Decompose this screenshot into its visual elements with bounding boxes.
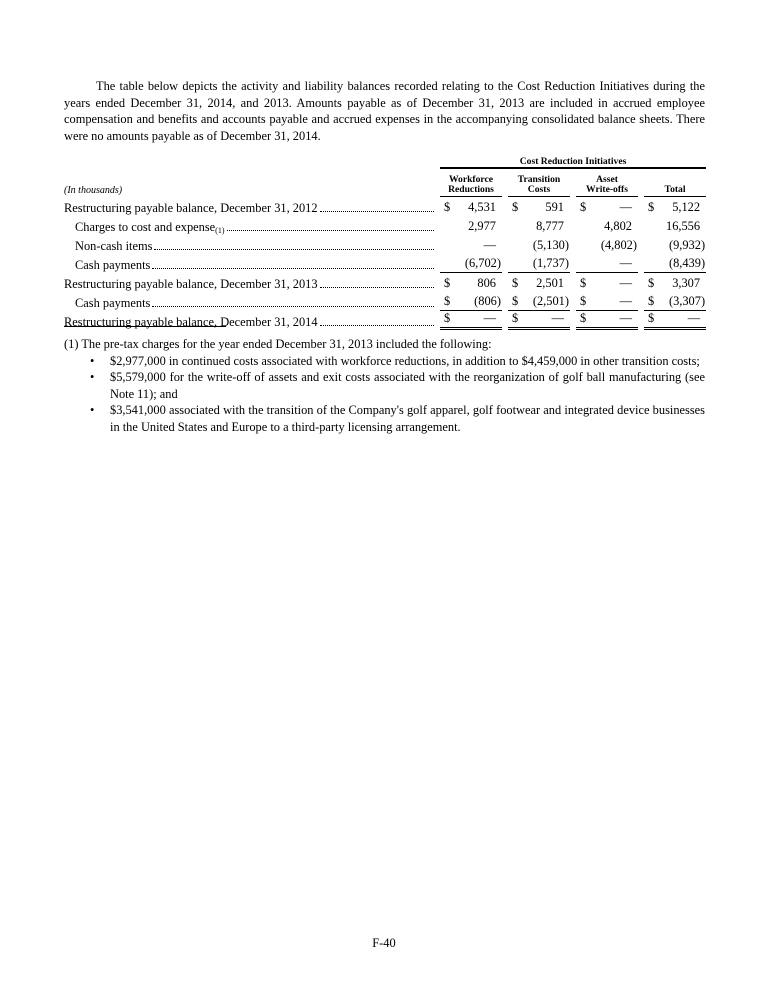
- dollar-sign: $: [580, 294, 587, 308]
- table-cell: [576, 254, 638, 273]
- cell-value: (5,130): [532, 238, 569, 252]
- cell-value: (8,439): [668, 256, 706, 270]
- table-cell: [440, 254, 502, 273]
- column-header: [644, 169, 706, 197]
- table-cell: [576, 197, 638, 216]
- dollar-sign: $: [580, 200, 587, 214]
- table-cell: [644, 197, 706, 216]
- row-label-cell: [64, 254, 434, 273]
- dollar-sign: $: [648, 276, 655, 290]
- cell-value: 5,122: [672, 200, 701, 214]
- cell-value: (4,802): [600, 238, 637, 252]
- table-cell: [508, 292, 570, 311]
- cell-value: —: [619, 256, 632, 270]
- row-label: Cash payments: [75, 258, 151, 272]
- table-cell: [508, 273, 570, 292]
- table-cell: [440, 235, 502, 254]
- cell-value: —: [619, 200, 632, 214]
- dollar-sign: $: [648, 200, 655, 214]
- cell-value: —: [483, 311, 496, 325]
- row-label-cell: [64, 273, 434, 292]
- table-cell: [576, 311, 638, 330]
- group-header: Cost Reduction Initiatives: [440, 150, 706, 169]
- dollar-sign: $: [512, 276, 519, 290]
- cell-value: —: [619, 311, 632, 325]
- bullet-icon: •: [90, 403, 95, 418]
- row-label-cell: [64, 235, 434, 254]
- cell-value: (1,737): [532, 256, 569, 270]
- column-header-box: [576, 175, 638, 197]
- column-header: [508, 169, 570, 197]
- table-cell: [576, 216, 638, 235]
- column-header-line1: Transition: [517, 174, 561, 185]
- dollar-sign: $: [444, 294, 451, 308]
- page-number: F-40: [372, 936, 396, 950]
- bullet-icon: •: [90, 353, 95, 368]
- table-cell: [644, 216, 706, 235]
- table-row: [64, 235, 706, 254]
- table-cell: [644, 273, 706, 292]
- table-row: [64, 273, 706, 292]
- footnote-bullet-item: [90, 402, 705, 435]
- table-row: [64, 216, 706, 235]
- bullet-text: $2,977,000 in continued costs associated with workforce reductions, in addition to $4,459,000 in other transition costs;: [110, 353, 700, 368]
- dollar-sign: $: [648, 294, 655, 308]
- dot-leader: [152, 268, 434, 269]
- dollar-sign: $: [444, 311, 451, 325]
- dollar-sign: $: [648, 311, 655, 325]
- table-cell: [508, 197, 570, 216]
- table-cell: [644, 311, 706, 330]
- cell-value: 591: [545, 200, 564, 214]
- bullet-icon: •: [90, 370, 95, 385]
- bullet-text: $5,579,000 for the write-off of assets and exit costs associated with the reorganization of golf ball manufacturing (see Note 11); and: [110, 370, 705, 401]
- table-cell: [508, 254, 570, 273]
- table-cell: [440, 311, 502, 330]
- column-header-line2: Total: [664, 184, 686, 195]
- units-label: (In thousands): [64, 185, 123, 196]
- cell-value: (9,932): [668, 238, 706, 252]
- table-cell: [440, 273, 502, 292]
- column-header: [440, 169, 502, 197]
- column-header-box: [508, 175, 570, 197]
- dot-leader: [154, 249, 434, 250]
- footnote-bullet-item: [90, 353, 705, 370]
- dot-leader: [320, 211, 434, 212]
- table-cell: [440, 197, 502, 216]
- cell-value: (3,307): [668, 294, 706, 308]
- cell-value: —: [551, 311, 564, 325]
- cell-value: 8,777: [536, 219, 564, 233]
- table-cell: [576, 235, 638, 254]
- cell-value: —: [483, 238, 496, 252]
- row-label-cell: [64, 197, 434, 216]
- dollar-sign: $: [580, 276, 587, 290]
- column-header-line1: Workforce: [448, 174, 494, 185]
- table-row: [64, 311, 706, 330]
- footnote-ref: (1): [215, 226, 225, 235]
- row-label: Restructuring payable balance, December 31, 2014: [64, 315, 318, 329]
- dot-leader: [227, 230, 435, 231]
- column-header-line2: Write-offs: [586, 184, 628, 195]
- row-label: Charges to cost and expense: [75, 220, 216, 234]
- table-cell: [508, 216, 570, 235]
- table-cell: [508, 235, 570, 254]
- column-header-box: [644, 175, 706, 197]
- column-header-box: [440, 175, 502, 197]
- dollar-sign: $: [512, 311, 519, 325]
- table-row: [64, 292, 706, 311]
- dollar-sign: $: [444, 200, 451, 214]
- row-label: Restructuring payable balance, December 31, 2012: [64, 201, 318, 215]
- table-row: [64, 254, 706, 273]
- column-header-line2: Reductions: [448, 184, 494, 195]
- table-cell: [576, 273, 638, 292]
- cost-reduction-table: [64, 150, 706, 330]
- dollar-sign: $: [512, 294, 519, 308]
- row-label: Cash payments: [75, 296, 151, 310]
- column-header-line2: Costs: [527, 184, 551, 195]
- cell-value: (806): [474, 294, 501, 308]
- footnote-bullet-item: [90, 369, 705, 402]
- table-cell: [440, 292, 502, 311]
- cell-value: 2,977: [468, 219, 496, 233]
- intro-paragraph: The table below depicts the activity and liability balances recorded relating to the Cost Reduction Initiatives during the years ended December 31, 2014, and 2013. Amounts payable as of December 31, 2013 are included in accrued employee compensation and benefits and accounts payable and accrued expenses in the accompanying consolidated balance sheets. There were no amounts payable as of December 31, 2014.: [64, 79, 705, 143]
- table-cell: [508, 311, 570, 330]
- dollar-sign: $: [444, 276, 451, 290]
- row-label: Restructuring payable balance, December 31, 2013: [64, 277, 318, 291]
- bullet-text: $3,541,000 associated with the transition of the Company's golf apparel, golf footwear and integrated device businesses in the United States and Europe to a third-party licensing arrangement.: [110, 403, 705, 434]
- table-cell: [644, 235, 706, 254]
- footnote: [64, 336, 705, 436]
- dot-leader: [320, 325, 434, 326]
- dot-leader: [320, 287, 434, 288]
- cell-value: —: [619, 294, 632, 308]
- table-cell: [576, 292, 638, 311]
- cell-value: (6,702): [464, 256, 501, 270]
- table-cell: [644, 254, 706, 273]
- row-label-cell: [64, 216, 434, 235]
- dollar-sign: $: [580, 311, 587, 325]
- cell-value: 806: [477, 276, 496, 290]
- footnote-text: (1) The pre-tax charges for the year ended December 31, 2013 included the following:: [64, 337, 492, 351]
- column-header-line1: Asset: [596, 174, 618, 185]
- cell-value: (2,501): [532, 294, 569, 308]
- cell-value: 4,802: [604, 219, 632, 233]
- cell-value: 4,531: [468, 200, 496, 214]
- table-row: [64, 197, 706, 216]
- dot-leader: [152, 306, 434, 307]
- row-label: Non-cash items: [75, 239, 153, 253]
- row-label-cell: [64, 292, 434, 311]
- dollar-sign: $: [512, 200, 519, 214]
- cell-value: 2,501: [536, 276, 564, 290]
- cell-value: 3,307: [672, 276, 701, 290]
- cell-value: —: [687, 311, 701, 325]
- column-header: [576, 169, 638, 197]
- cell-value: 16,556: [666, 219, 701, 233]
- footnote-rule: [64, 326, 226, 327]
- cell-value: —: [619, 276, 632, 290]
- row-label-cell: [64, 311, 434, 330]
- table-cell: [644, 292, 706, 311]
- table-cell: [440, 216, 502, 235]
